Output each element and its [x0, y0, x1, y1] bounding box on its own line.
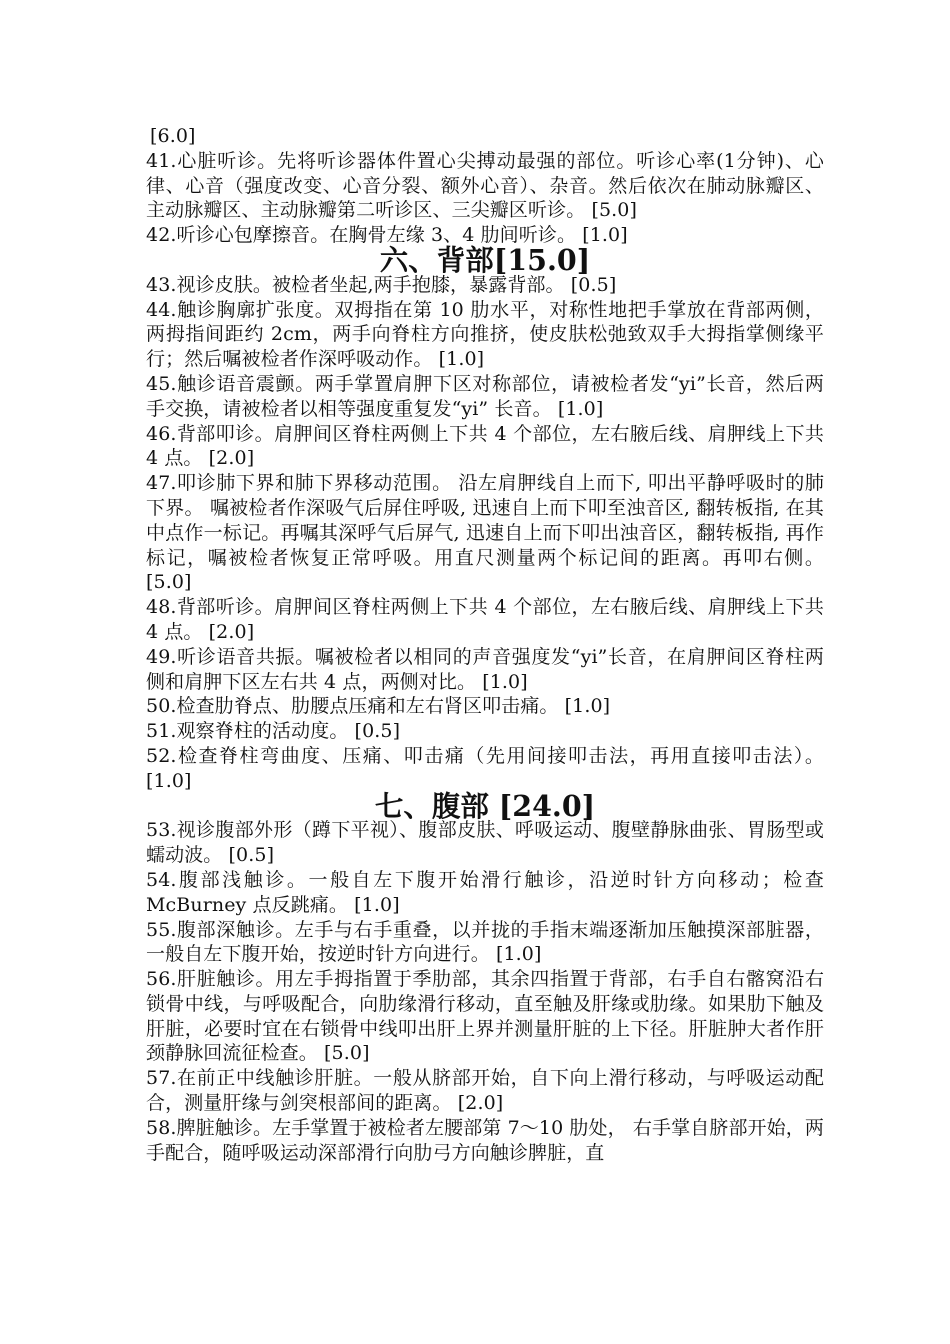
item-43: 43.视诊皮肤。被检者坐起,两手抱膝，暴露背部。 [0.5]	[146, 273, 617, 296]
item-45: 45.触诊语音震颤。两手掌置肩胛下区对称部位，请被检者发“yi”长音，然后两手交换，请被检者以相等强度重复发“yi” 长音。 [1.0]	[146, 372, 824, 420]
item-53: 53.视诊腹部外形（蹲下平视）、腹部皮肤、呼吸运动、腹壁静脉曲张、胃肠型或蠕动波。 [0.5]	[146, 819, 824, 867]
item-46: 46.背部叩诊。肩胛间区脊柱两侧上下共 4 个部位，左右腋后线、肩胛线上下共 4 点。 [2.0]	[146, 422, 824, 470]
item-41: 41.心脏听诊。先将听诊器体件置心尖搏动最强的部位。听诊心率(1分钟)、心律、心音（强度改变、心音分裂、额外心音）、杂音。然后依次在肺动脉瓣区、主动脉瓣区、主动脉瓣第二听诊区、三尖瓣区听诊。 [5.0]	[146, 149, 824, 222]
item-49: 49.听诊语音共振。嘱被检者以相同的声音强度发“yi”长音，在肩胛间区脊柱两侧和肩胛下区左右共 4 点，两侧对比。 [1.0]	[146, 645, 824, 693]
item-54: 54.腹部浅触诊。一般自左下腹开始滑行触诊，沿逆时针方向移动；检查 McBurney 点反跳痛。 [1.0]	[146, 868, 824, 916]
section-heading-abdomen: 七、腹部 [24.0]	[374, 788, 596, 823]
item-50: 50.检查肋脊点、肋腰点压痛和左右肾区叩击痛。 [1.0]	[146, 695, 611, 718]
item-42: 42.听诊心包摩擦音。在胸骨左缘 3、4 肋间听诊。 [1.0]	[146, 224, 628, 247]
section-heading-back: 六、背部[15.0]	[379, 242, 591, 277]
item-56: 56.肝脏触诊。用左手拇指置于季肋部，其余四指置于背部，右手自右髂窝沿右锁骨中线，与呼吸配合，向肋缘滑行移动，直至触及肝缘或肋缘。如果肋下触及肝脏，必要时宜在右锁骨中线叩出肝上界并测量肝脏的上下径。肝脏肿大者作肝颈静脉回流征检查。 [5.0]	[146, 968, 824, 1065]
item-47: 47.叩诊肺下界和肺下界移动范围。 沿左肩胛线自上而下, 叩出平静呼吸时的肺下界。 嘱被检者作深吸气后屏住呼吸, 迅速自上而下叩至浊音区, 翻转板指, 在其中点作一标记。再嘱其深呼气后屏气, 迅速自上而下叩出浊音区，翻转板指, 再作标记，嘱被检者恢复正常呼吸。用直尺测量两个标记间的距离。再叩右侧。 [5.0]	[146, 472, 824, 594]
item-44: 44.触诊胸廓扩张度。双拇指在第 10 肋水平，对称性地把手掌放在背部两侧，两拇指间距约 2cm，两手向脊柱方向推挤，使皮肤松弛致双手大拇指掌侧缘平行；然后嘱被检者作深呼吸动作。 [1.0]	[146, 298, 824, 371]
score-fragment: [6.0]	[150, 125, 196, 147]
item-51: 51.观察脊柱的活动度。 [0.5]	[146, 720, 401, 743]
document-page	[146, 124, 824, 1165]
item-57: 57.在前正中线触诊肝脏。一般从脐部开始，自下向上滑行移动，与呼吸运动配合，测量肝缘与剑突根部间的距离。 [2.0]	[146, 1067, 824, 1115]
item-52: 52.检查脊柱弯曲度、压痛、叩击痛（先用间接叩击法，再用直接叩击法）。 [1.0]	[146, 744, 824, 792]
item-48: 48.背部听诊。肩胛间区脊柱两侧上下共 4 个部位，左右腋后线、肩胛线上下共 4 点。 [2.0]	[146, 596, 824, 643]
item-58: 58.脾脏触诊。左手掌置于被检者左腰部第 7～10 肋处， 右手掌自脐部开始，两手配合，随呼吸运动深部滑行向肋弓方向触诊脾脏，直	[146, 1116, 824, 1164]
item-55: 55.腹部深触诊。左手与右手重叠，以并拢的手指末端逐渐加压触摸深部脏器，一般自左下腹开始，按逆时针方向进行。 [1.0]	[146, 918, 824, 966]
